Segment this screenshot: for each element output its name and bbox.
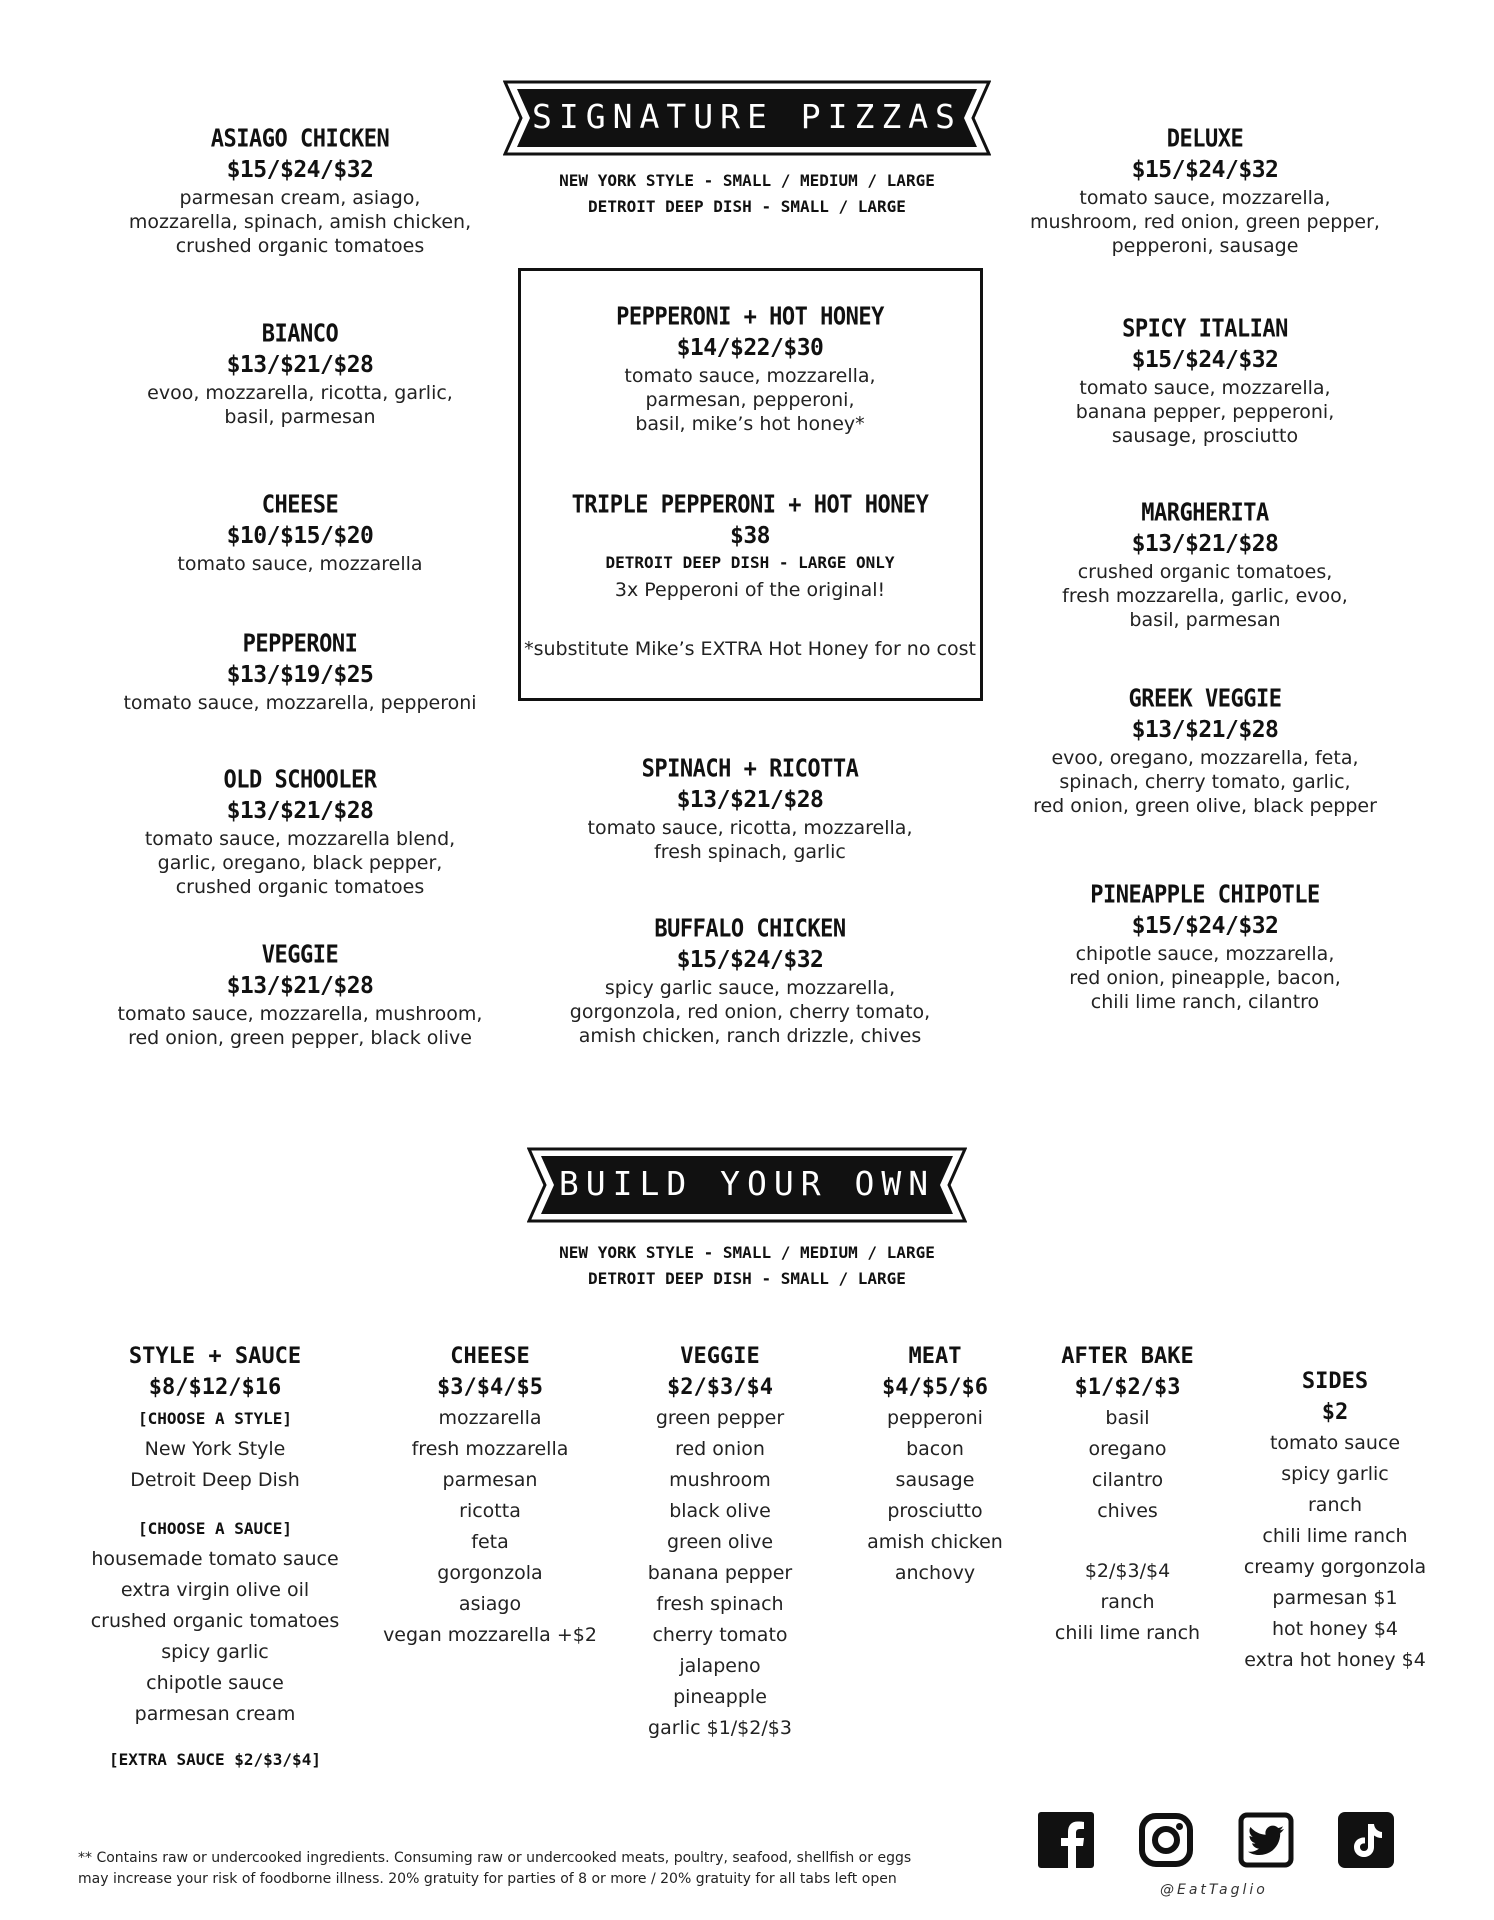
list-item: parmesan cream (134, 1703, 296, 1725)
list-item: mushroom (669, 1469, 771, 1491)
byo-meat (845, 1342, 1025, 1589)
item-price: $13/$21/$28 (226, 798, 374, 824)
build-banner-title: BUILD YOUR OWN (558, 1164, 936, 1203)
item-price: $15/$24/$32 (1131, 157, 1279, 183)
list-item: basil (1105, 1407, 1150, 1429)
style-list (80, 1434, 350, 1496)
item-description: parmesan cream, asiago, mozzarella, spinach, amish chicken, crushed organic tomatoes (128, 187, 472, 257)
item-description: spicy garlic sauce, mozzarella, gorgonzola, red onion, cherry tomato, amish chicken, ranch drizzle, chives (569, 977, 931, 1047)
twitter-icon[interactable] (1238, 1812, 1294, 1868)
featured-footnote (520, 637, 980, 661)
list-item: pepperoni (887, 1407, 983, 1429)
list-item: parmesan $1 (1272, 1587, 1398, 1609)
choose-style-tag: [CHOOSE A STYLE] (137, 1409, 293, 1428)
menu-item-pepperoni (100, 630, 500, 715)
list-item: spicy garlic (161, 1641, 269, 1663)
item-description: tomato sauce, mozzarella, mushroom, red onion, green pepper, pepperoni, sausage (1030, 187, 1380, 257)
item-name: BIANCO (261, 320, 339, 349)
featured-pepperoni-hot-honey (520, 303, 980, 436)
build-subhead-line2: DETROIT DEEP DISH - SMALL / LARGE (588, 1269, 906, 1288)
instagram-icon[interactable] (1138, 1812, 1194, 1868)
list-item: black olive (669, 1500, 771, 1522)
list-item: garlic $1/$2/$3 (648, 1717, 792, 1739)
menu-item-pineapple-chipotle (1000, 881, 1410, 1014)
signature-left-column (100, 125, 500, 1049)
item-price: $15/$24/$32 (676, 947, 824, 973)
section-price: $4/$5/$6 (882, 1375, 988, 1400)
featured-triple-pepperoni (520, 491, 980, 602)
menu-item-margherita (1000, 499, 1410, 632)
build-subhead (497, 1240, 997, 1292)
list-item: bacon (906, 1438, 964, 1460)
list-item: pineapple (673, 1686, 767, 1708)
cheese-list (370, 1403, 610, 1651)
signature-banner (503, 80, 991, 156)
list-item: Detroit Deep Dish (130, 1469, 300, 1491)
signature-subhead (497, 168, 997, 220)
item-note: DETROIT DEEP DISH - LARGE ONLY (605, 553, 895, 572)
item-price: $13/$21/$28 (676, 787, 824, 813)
section-title: CHEESE (450, 1344, 530, 1369)
item-price: $15/$24/$32 (1131, 913, 1279, 939)
menu-item-asiago-chicken (100, 125, 500, 258)
byo-style-sauce (80, 1342, 350, 1775)
item-name: SPINACH + RICOTTA (641, 755, 859, 784)
list-item: chili lime ranch (1054, 1622, 1201, 1644)
list-item: extra virgin olive oil (120, 1579, 310, 1601)
choose-sauce-tag: [CHOOSE A SAUCE] (137, 1519, 293, 1538)
list-item: amish chicken (867, 1531, 1003, 1553)
list-item: oregano (1088, 1438, 1167, 1460)
item-name: GREEK VEGGIE (1128, 685, 1282, 714)
item-name: VEGGIE (261, 941, 339, 970)
list-item: parmesan (442, 1469, 538, 1491)
list-item: feta (471, 1531, 509, 1553)
item-description: 3x Pepperoni of the original! (614, 579, 886, 601)
item-name: MARGHERITA (1141, 499, 1269, 528)
after-bake-list (1040, 1403, 1215, 1527)
list-item: fresh mozzarella (411, 1438, 569, 1460)
list-item: hot honey $4 (1271, 1618, 1398, 1640)
list-item: cherry tomato (652, 1624, 788, 1646)
item-description: tomato sauce, ricotta, mozzarella, fresh spinach, garlic (587, 817, 913, 863)
build-subhead-line1: NEW YORK STYLE - SMALL / MEDIUM / LARGE (559, 1243, 935, 1262)
item-description: crushed organic tomatoes, fresh mozzarella, garlic, evoo, basil, parmesan (1062, 561, 1348, 631)
item-description: chipotle sauce, mozzarella, red onion, pineapple, bacon, chili lime ranch, cilantro (1069, 943, 1341, 1013)
list-item: tomato sauce (1269, 1432, 1401, 1454)
list-item: New York Style (144, 1438, 286, 1460)
item-description: tomato sauce, mozzarella, mushroom, red onion, green pepper, black olive (117, 1003, 483, 1049)
item-price: $13/$19/$25 (226, 662, 374, 688)
menu-item-old-schooler (100, 766, 500, 899)
menu-item-spicy-italian (1000, 315, 1410, 448)
veggie-list (620, 1403, 820, 1744)
menu-item-spinach-ricotta (520, 755, 980, 864)
signature-right-column (1000, 125, 1410, 1013)
meat-list (845, 1403, 1025, 1589)
section-title: SIDES (1301, 1369, 1369, 1394)
item-description: tomato sauce, mozzarella, banana pepper, pepperoni, sausage, prosciutto (1075, 377, 1335, 447)
list-item: gorgonzola (437, 1562, 543, 1584)
signature-banner-title: SIGNATURE PIZZAS (532, 97, 962, 136)
item-price: $13/$21/$28 (1131, 531, 1279, 557)
item-description: tomato sauce, mozzarella blend, garlic, oregano, black pepper, crushed organic tomatoes (144, 828, 456, 898)
tiktok-icon[interactable] (1338, 1812, 1394, 1868)
item-name: PINEAPPLE CHIPOTLE (1090, 881, 1320, 910)
list-item: red onion (675, 1438, 765, 1460)
list-item: green pepper (655, 1407, 785, 1429)
list-item: housemade tomato sauce (91, 1548, 339, 1570)
menu-item-bianco (100, 320, 500, 429)
social-handle[interactable]: @EatTaglio (1160, 1882, 1268, 1898)
item-name: SPICY ITALIAN (1122, 315, 1288, 344)
menu-item-cheese (100, 491, 500, 576)
footnote-text: *substitute Mike’s EXTRA Hot Honey for no cost (524, 638, 976, 660)
byo-cheese (370, 1342, 610, 1651)
disclaimer: ** Contains raw or undercooked ingredients. Consuming raw or undercooked meats, poultry, seafood, shellfish or eggs may increase your risk of foodborne illness. 20% gratuity for parties of 8 or more / 20% gratuity for all tabs left open (78, 1850, 912, 1887)
item-description: evoo, oregano, mozzarella, feta, spinach, cherry tomato, garlic, red onion, green olive, black pepper (1033, 747, 1377, 817)
item-description: tomato sauce, mozzarella (177, 553, 423, 575)
build-banner (527, 1147, 967, 1223)
list-item: banana pepper (647, 1562, 793, 1584)
item-name: OLD SCHOOLER (223, 766, 377, 795)
item-description: tomato sauce, mozzarella, pepperoni (123, 692, 477, 714)
item-name: BUFFALO CHICKEN (654, 915, 846, 944)
after-bake-list-2 (1040, 1587, 1215, 1649)
list-item: crushed organic tomatoes (90, 1610, 340, 1632)
item-name: ASIAGO CHICKEN (210, 125, 390, 154)
list-item: spicy garlic (1281, 1463, 1389, 1485)
section-price: $2/$3/$4 (667, 1375, 773, 1400)
item-description: tomato sauce, mozzarella, parmesan, pepperoni, basil, mike’s hot honey* (624, 365, 876, 435)
item-name: PEPPERONI (242, 630, 358, 659)
item-price: $38 (729, 523, 771, 549)
menu-item-greek-veggie (1000, 685, 1410, 818)
list-item: jalapeno (679, 1655, 761, 1677)
byo-veggie (620, 1342, 820, 1744)
section-title: AFTER BAKE (1061, 1344, 1194, 1369)
list-item: ricotta (459, 1500, 521, 1522)
menu-item-buffalo-chicken (520, 915, 980, 1048)
list-item: asiago (458, 1593, 522, 1615)
item-price: $13/$21/$28 (1131, 717, 1279, 743)
list-item: chili lime ranch (1262, 1525, 1408, 1547)
item-price: $15/$24/$32 (226, 157, 374, 183)
list-item: extra hot honey $4 (1244, 1649, 1426, 1671)
list-item: vegan mozzarella +$2 (383, 1624, 597, 1646)
menu-item-veggie (100, 941, 500, 1050)
item-description: evoo, mozzarella, ricotta, garlic, basil, parmesan (147, 382, 453, 428)
signature-center-column (520, 755, 980, 1047)
list-item: prosciutto (887, 1500, 983, 1522)
list-item: mozzarella (438, 1407, 542, 1429)
item-price: $13/$21/$28 (226, 973, 374, 999)
byo-after-bake (1040, 1342, 1215, 1649)
signature-subhead-line2: DETROIT DEEP DISH - SMALL / LARGE (588, 197, 906, 216)
item-name: TRIPLE PEPPERONI + HOT HONEY (571, 491, 929, 520)
extra-sauce-tag: [EXTRA SAUCE $2/$3/$4] (109, 1750, 321, 1769)
list-item: ranch (1100, 1591, 1155, 1613)
item-name: PEPPERONI + HOT HONEY (616, 303, 884, 332)
list-item: cilantro (1091, 1469, 1164, 1491)
list-item: green olive (666, 1531, 774, 1553)
menu-item-deluxe (1000, 125, 1410, 258)
section-title: VEGGIE (680, 1344, 760, 1369)
list-item: chipotle sauce (146, 1672, 284, 1694)
list-item: anchovy (894, 1562, 976, 1584)
signature-subhead-line1: NEW YORK STYLE - SMALL / MEDIUM / LARGE (559, 171, 935, 190)
list-item: sausage (895, 1469, 975, 1491)
facebook-icon[interactable] (1038, 1812, 1094, 1868)
item-price: $10/$15/$20 (226, 523, 374, 549)
list-item: chives (1097, 1500, 1158, 1522)
item-price: $15/$24/$32 (1131, 347, 1279, 373)
list-item: ranch (1308, 1494, 1362, 1516)
list-item: fresh spinach (656, 1593, 784, 1615)
after-bake-price-2: $2/$3/$4 (1084, 1560, 1171, 1582)
byo-sides (1225, 1367, 1445, 1676)
sauce-list (80, 1544, 350, 1730)
section-title: STYLE + SAUCE (128, 1344, 302, 1369)
section-price: $2 (1321, 1400, 1349, 1425)
section-price: $8/$12/$16 (148, 1375, 282, 1400)
sides-list (1225, 1428, 1445, 1676)
item-price: $14/$22/$30 (676, 335, 824, 361)
item-name: DELUXE (1166, 125, 1244, 154)
section-title: MEAT (908, 1344, 962, 1369)
section-price: $1/$2/$3 (1074, 1375, 1181, 1400)
item-name: CHEESE (261, 491, 339, 520)
section-price: $3/$4/$5 (437, 1375, 543, 1400)
list-item: creamy gorgonzola (1243, 1556, 1427, 1578)
item-price: $13/$21/$28 (226, 352, 374, 378)
